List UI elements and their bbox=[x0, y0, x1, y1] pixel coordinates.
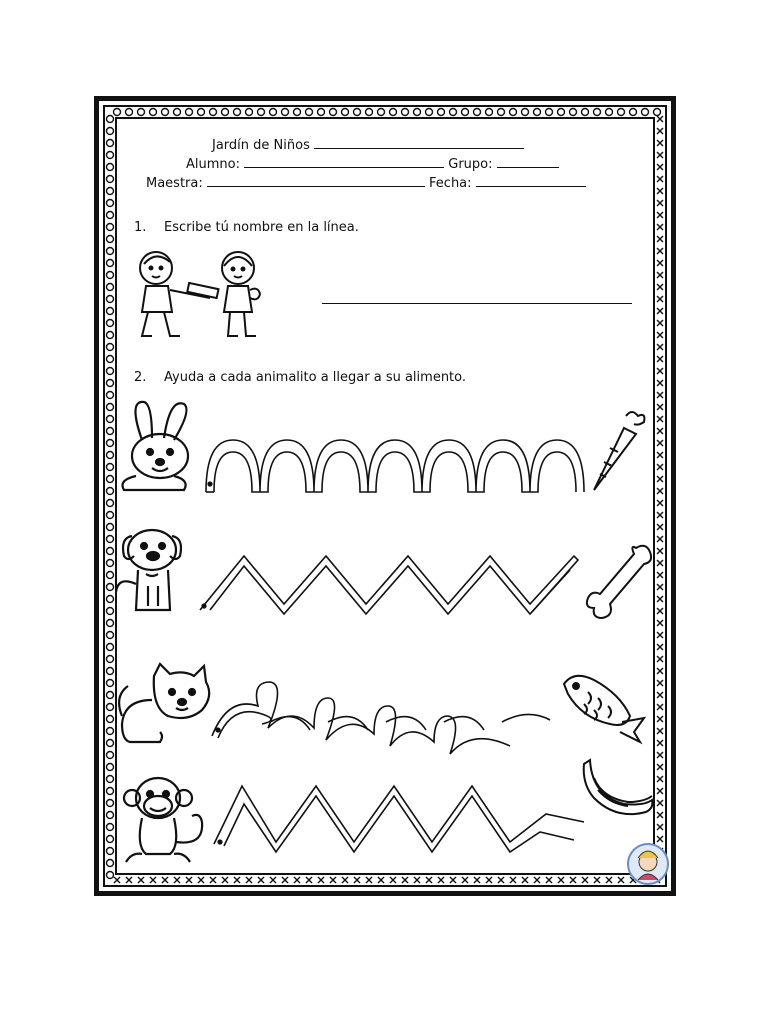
school-label: Jardín de Niños bbox=[212, 138, 310, 153]
kids-holding-pencil-icon bbox=[134, 246, 274, 346]
group-label: Grupo: bbox=[448, 157, 493, 172]
exercise-1-instruction bbox=[134, 220, 359, 235]
exercise-text: Escribe tú nombre en la línea. bbox=[164, 220, 359, 235]
monkey-icon bbox=[118, 776, 214, 866]
school-field bbox=[212, 138, 524, 153]
tracing-path-zigzag-monkey[interactable] bbox=[210, 782, 590, 854]
cat-icon bbox=[112, 660, 214, 744]
date-blank[interactable] bbox=[476, 176, 586, 187]
student-field bbox=[186, 157, 559, 172]
author-badge-icon bbox=[626, 842, 670, 886]
carrot-icon bbox=[590, 408, 646, 494]
tracing-path-arches[interactable] bbox=[200, 430, 590, 500]
exercise-2-instruction bbox=[134, 370, 466, 385]
student-label: Alumno: bbox=[186, 157, 240, 172]
teacher-label: Maestra: bbox=[146, 176, 203, 191]
student-blank[interactable] bbox=[244, 157, 444, 168]
rabbit-icon bbox=[112, 400, 204, 496]
exercise-number: 1. bbox=[134, 220, 147, 235]
exercise-text: Ayuda a cada animalito a llegar a su alimento. bbox=[164, 370, 467, 385]
fish-icon bbox=[560, 668, 652, 744]
group-blank[interactable] bbox=[497, 157, 559, 168]
school-blank[interactable] bbox=[314, 138, 524, 149]
banana-icon bbox=[580, 758, 656, 822]
tracing-path-loops[interactable] bbox=[208, 672, 562, 742]
dog-icon bbox=[112, 524, 196, 620]
exercise-number: 2. bbox=[134, 370, 147, 385]
name-writing-line[interactable] bbox=[322, 303, 632, 304]
date-label: Fecha: bbox=[429, 176, 472, 191]
tracing-path-zigzag-dog[interactable] bbox=[196, 552, 580, 616]
teacher-blank[interactable] bbox=[207, 176, 425, 187]
bone-icon bbox=[584, 540, 654, 620]
teacher-field bbox=[146, 176, 586, 191]
